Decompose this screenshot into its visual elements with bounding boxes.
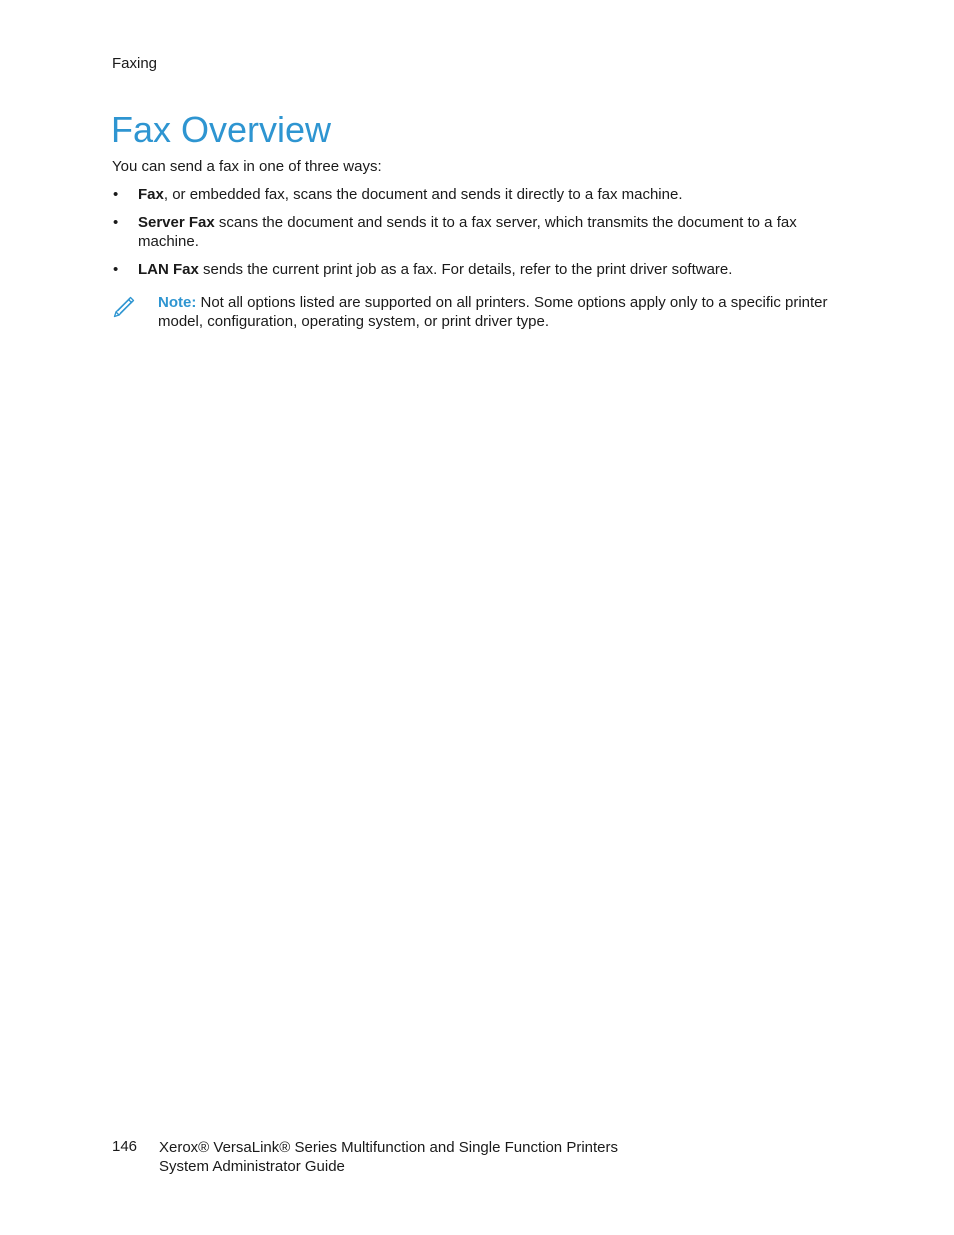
note-body: Not all options listed are supported on all printers. Some options apply only to a specific printer model, configuration, operating system, or print driver type. — [158, 294, 828, 330]
footer-line-product: Xerox® VersaLink® Series Multifunction and Single Function Printers — [159, 1139, 618, 1156]
footer-title — [159, 1138, 618, 1176]
running-header: Faxing — [112, 55, 158, 72]
list-item — [112, 260, 832, 279]
footer-line-guide: System Administrator Guide — [159, 1158, 345, 1175]
page-number: 146 — [112, 1138, 138, 1155]
bullet-marker: • — [113, 186, 119, 203]
note-label: Note: — [158, 294, 197, 311]
note-box — [112, 293, 842, 331]
list-item-text: scans the document and sends it to a fax server, which transmits the document to a fax machine. — [138, 214, 797, 250]
list-item — [112, 213, 832, 251]
pencil-icon — [112, 295, 136, 319]
bullet-marker: • — [113, 214, 119, 231]
list-item-term: LAN Fax — [138, 261, 199, 278]
list-item-term: Fax — [138, 186, 164, 203]
list-item — [112, 185, 832, 204]
fax-methods-list — [112, 185, 832, 288]
list-item-text: sends the current print job as a fax. For details, refer to the print driver software. — [198, 261, 733, 278]
bullet-marker: • — [113, 261, 119, 278]
intro-paragraph: You can send a fax in one of three ways: — [112, 158, 382, 175]
note-text — [158, 293, 842, 331]
page-title: Fax Overview — [111, 109, 332, 150]
list-item-term: Server Fax — [138, 214, 215, 231]
list-item-text: , or embedded fax, scans the document and sends it directly to a fax machine. — [163, 186, 683, 203]
